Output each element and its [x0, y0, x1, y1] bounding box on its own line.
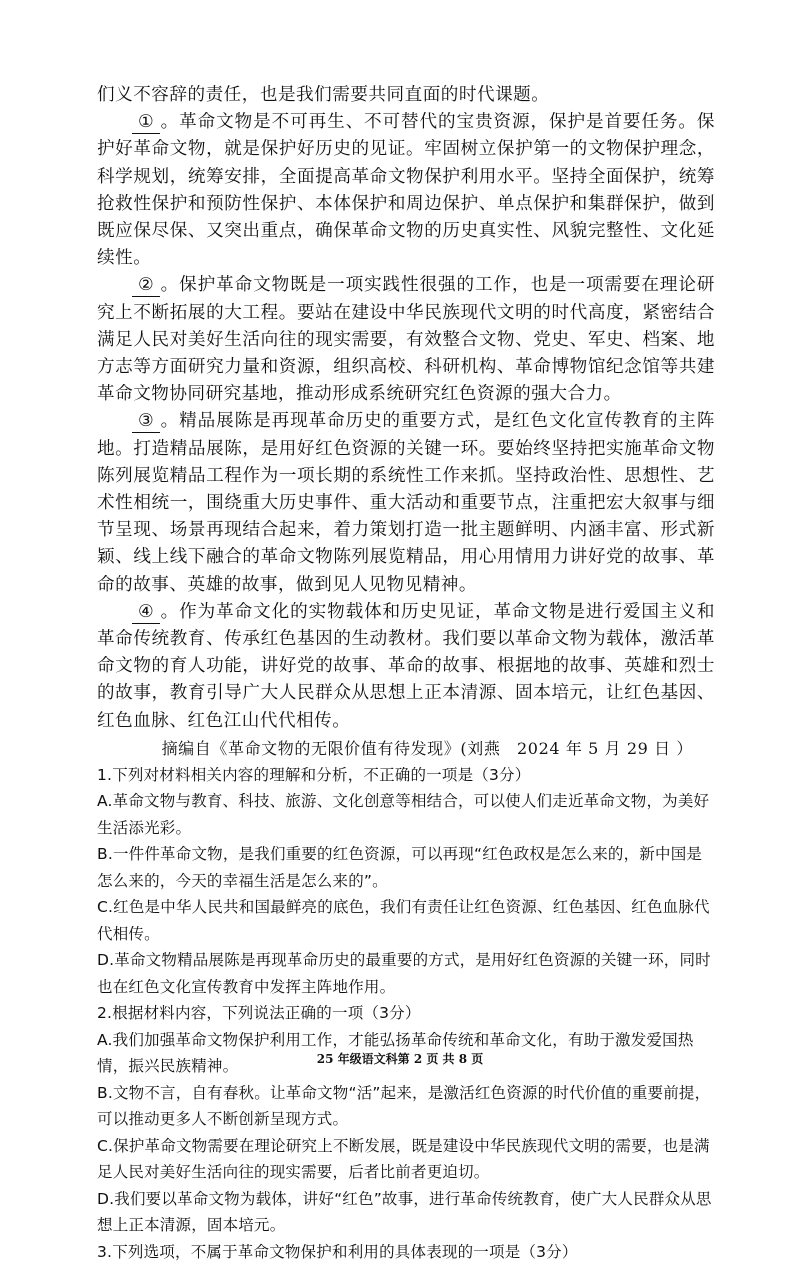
question-2-option-a: A.我们加强革命文物保护利用工作，才能弘扬革命传统和革命文化，有助于激发爱国热情，振兴民族精神。: [97, 1030, 694, 1076]
passage-source: 摘编自《革命文物的无限价值有待发现》(刘燕 2024 年 5 月 29 日 ）: [161, 738, 693, 758]
exam-content: [97, 82, 715, 1265]
question-1-stem: 1.下列对材料相关内容的理解和分析，不正确的一项是（3分）: [97, 765, 531, 784]
question-1-option-b: B.一件件革命文物，是我们重要的红色资源，可以再现“红色政权是怎么来的，新中国是怎么来的，今天的幸福生活是怎么来的”。: [97, 845, 703, 890]
answer-blank-3: ③: [132, 410, 160, 433]
page-footer: 25 年级语文科第 2 页 共 8 页: [316, 1052, 484, 1066]
passage-paragraph-2: [97, 272, 715, 408]
question-1-option-c: C.红色是中华人民共和国最鲜亮的底色，我们有责任让红色资源、红色基因、红色血脉代代相传。: [97, 898, 710, 943]
question-2-option-b: B.文物不言，自有春秋。让革命文物“活”起来，是激活红色资源的时代价值的重要前提，可以推动更多人不断创新呈现方式。: [97, 1083, 711, 1129]
question-3-stem: 3.下列选项，不属于革命文物保护和利用的具体表现的一项是（3分）: [97, 1242, 578, 1261]
passage-paragraph-4-text: 。作为革命文化的实物载体和历史见证，革命文物是进行爱国主义和革命传统教育、传承红色基因的生动教材。我们要以革命文物为载体，激活革命文物的育人功能，讲好党的故事、革命的故事、根据地的故事、英雄和烈士的故事，教育引导广大人民群众从思想上正本清源、固本培元，让红色基因、红色血脉、红色江山代代相传。: [97, 601, 715, 731]
passage-paragraph-4: [97, 599, 715, 735]
passage-paragraph-1: [97, 109, 715, 272]
passage-paragraph-3: [97, 408, 715, 598]
question-1-option-a: A.革命文物与教育、科技、旅游、文化创意等相结合，可以使人们走近革命文物，为美好生活添光彩。: [97, 792, 710, 837]
question-list: [97, 762, 715, 1265]
passage-paragraph-3-text: 。精品展陈是再现革命历史的重要方式，是红色文化宣传教育的主阵地。打造精品展陈，是用好红色资源的关键一环。要始终坚持把实施革命文物陈列展览精品工程作为一项长期的系统性工作来抓。坚持政治性、思想性、艺术性相统一，围绕重大历史事件、重大活动和重要节点，注重把宏大叙事与细节呈现、场景再现结合起来，着力策划打造一批主题鲜明、内涵丰富、形式新颖、线上线下融合的革命文物陈列展览精品，用心用情用力讲好党的故事、革命的故事、英雄的故事，做到见人见物见精神。: [97, 411, 715, 595]
passage-paragraph-2-text: 。保护革命文物既是一项实践性很强的工作，也是一项需要在理论研究上不断拓展的大工程。要站在建设中华民族现代文明的时代高度，紧密结合满足人民对美好生活向往的现实需要，有效整合文物、党史、军史、档案、地方志等方面研究力量和资源，组织高校、科研机构、革命博物馆纪念馆等共建革命文物协同研究基地，推动形成系统研究红色资源的强大合力。: [97, 275, 715, 405]
passage-paragraph-0: 们义不容辞的责任，也是我们需要共同直面的时代课题。: [97, 85, 550, 105]
question-2-option-c: C.保护革命文物需要在理论研究上不断发展，既是建设中华民族现代文明的需要，也是满足人民对美好生活向往的现实需要，后者比前者更迫切。: [97, 1136, 710, 1182]
question-2-stem: 2.根据材料内容，下列说法正确的一项（3分）: [97, 1004, 421, 1023]
answer-blank-1: ①: [132, 111, 160, 134]
question-1-option-d: D.革命文物精品展陈是再现革命历史的最重要的方式，是用好红色资源的关键一环，同时也在红色文化宣传教育中发挥主阵地作用。: [97, 951, 711, 996]
passage-paragraph-1-text: 。革命文物是不可再生、不可替代的宝贵资源，保护是首要任务。保护好革命文物，就是保护好历史的见证。牢固树立保护第一的文物保护理念，科学规划，统筹安排，全面提高革命文物保护利用水平。坚持全面保护，统筹抢救性保护和预防性保护、本体保护和周边保护、单点保护和集群保护，做到既应保尽保、又突出重点，确保革命文物的历史真实性、风貌完整性、文化延续性。: [97, 112, 715, 269]
answer-blank-2: ②: [132, 274, 160, 297]
question-2-option-d: D.我们要以革命文物为载体，讲好“红色”故事，进行革命传统教育，使广大人民群众从思想上正本清源，固本培元。: [97, 1189, 712, 1235]
answer-blank-4: ④: [132, 601, 160, 624]
